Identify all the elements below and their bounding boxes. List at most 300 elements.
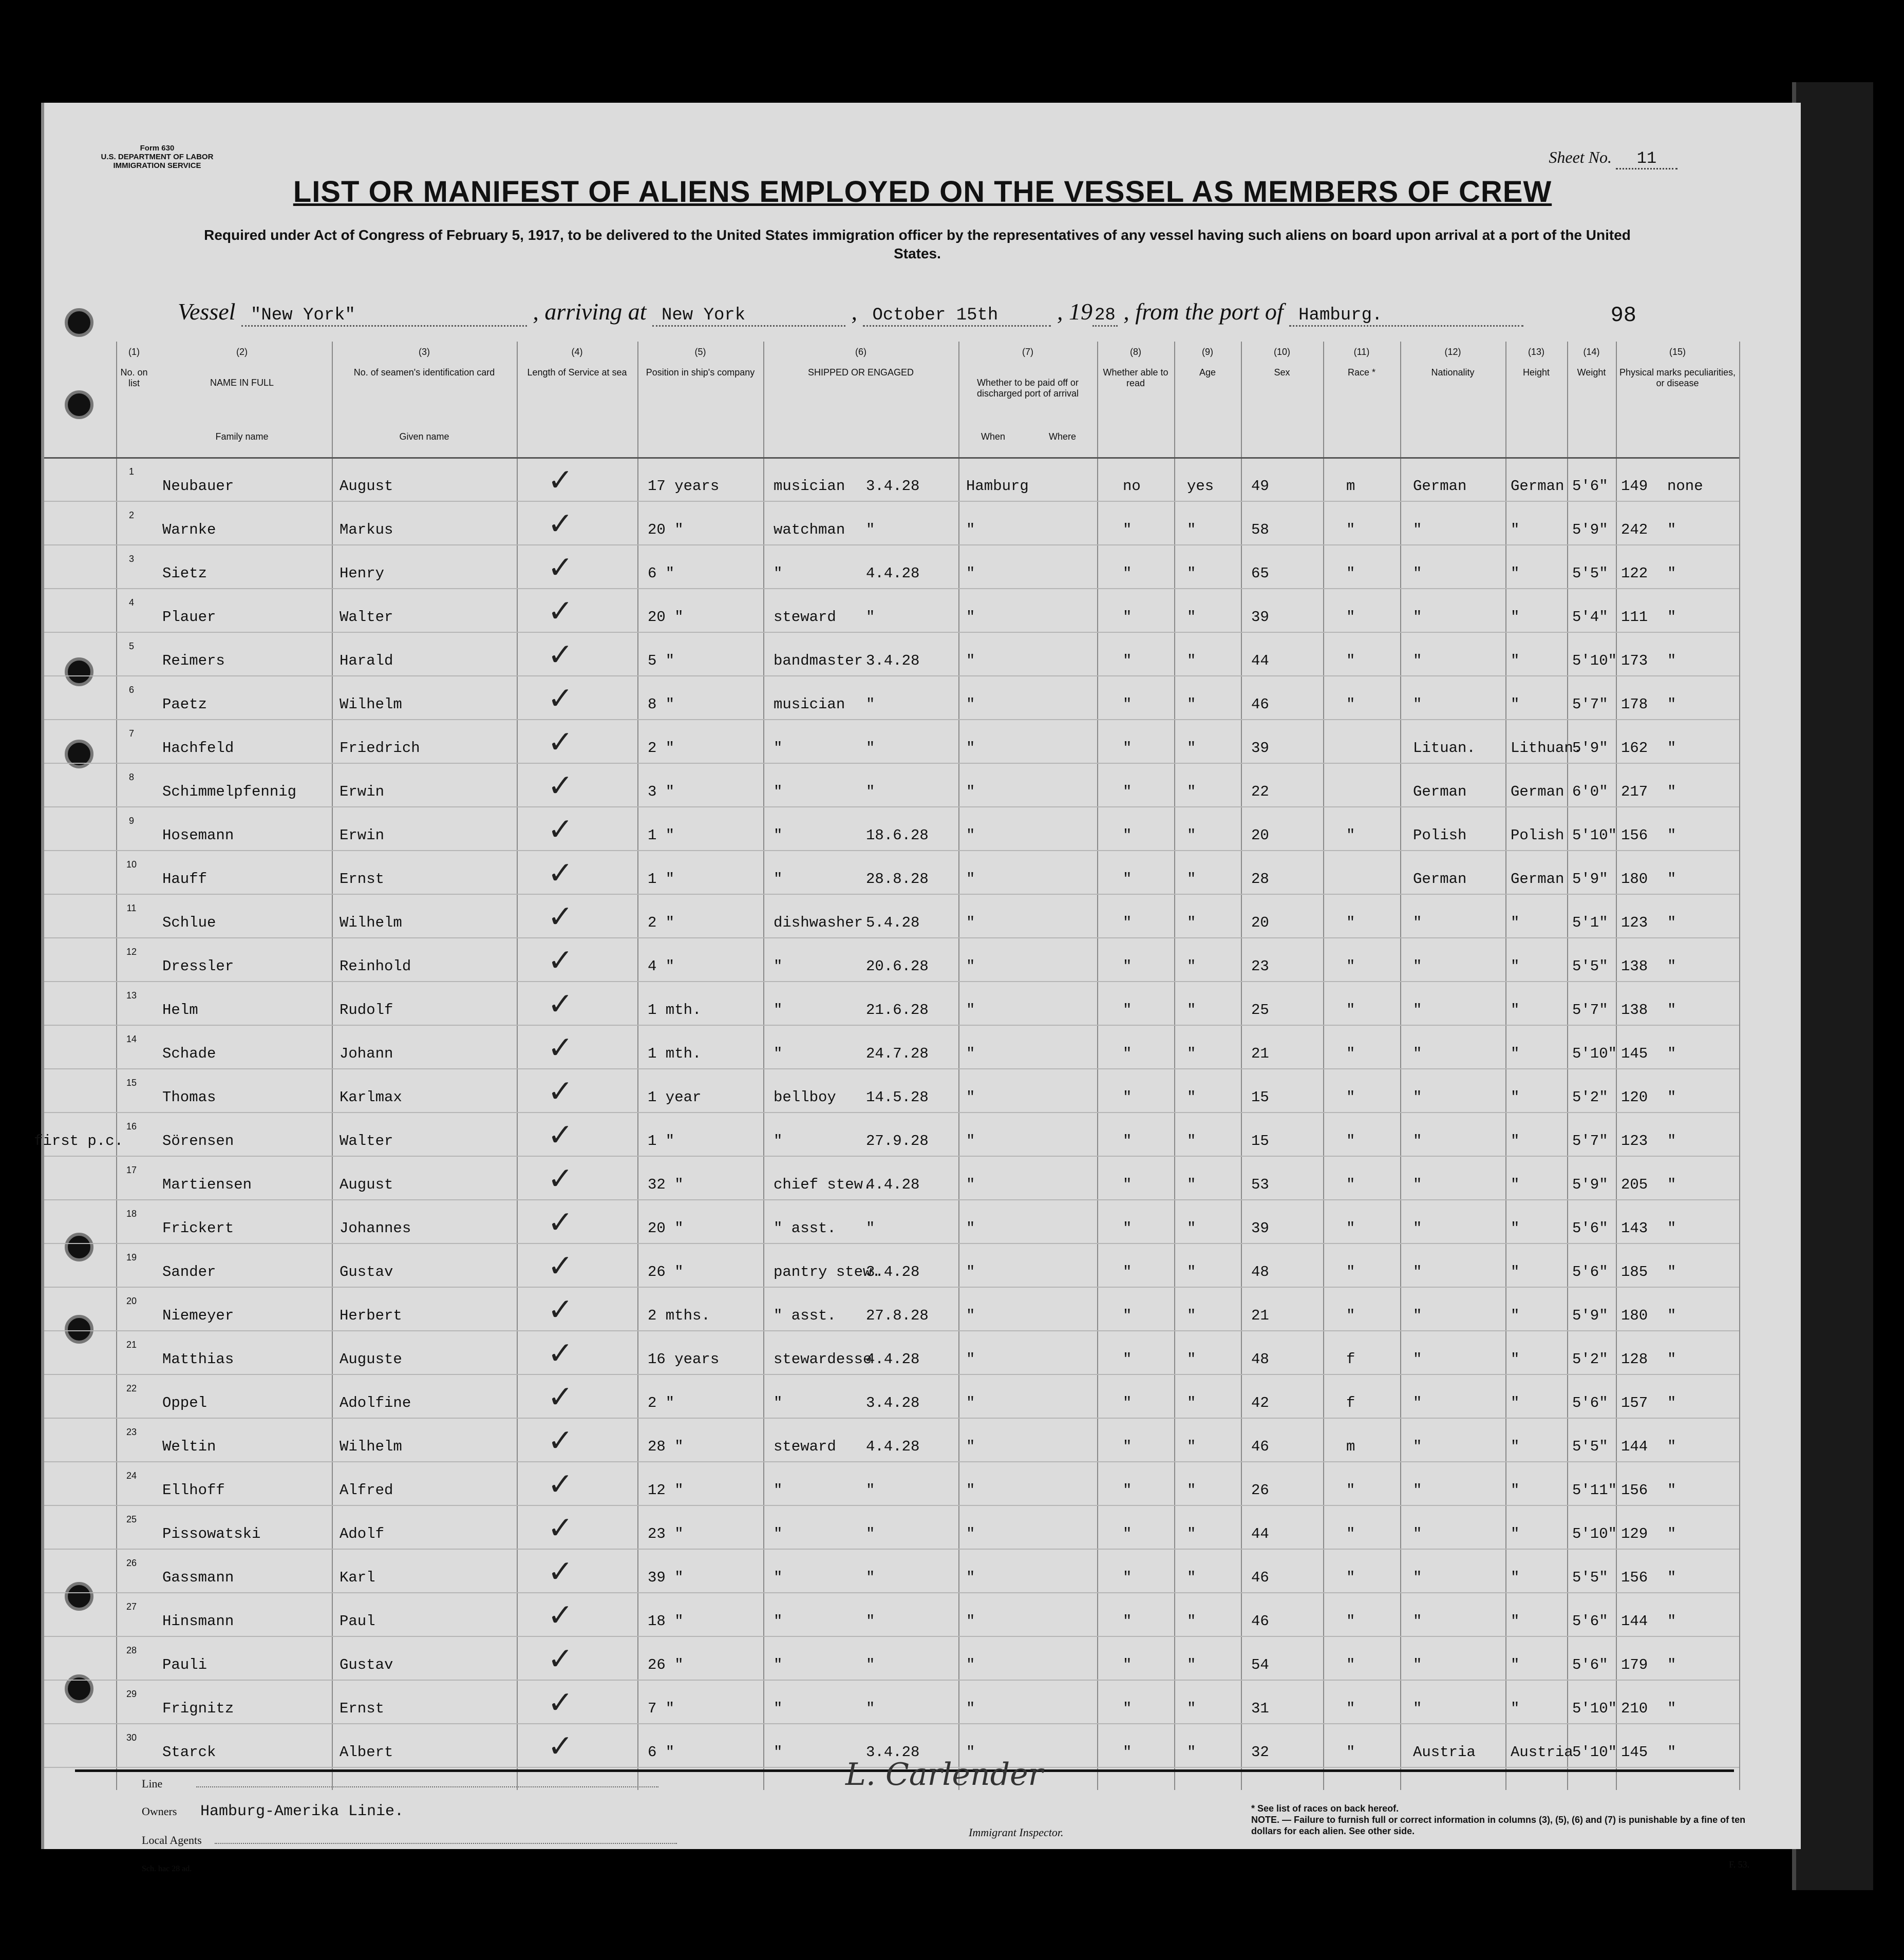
column-number: (15) (1669, 347, 1686, 357)
cell-where: " (966, 958, 975, 975)
cell-weight: 138 (1621, 958, 1648, 975)
cell-paid: " (1123, 1700, 1132, 1717)
cell-marks: " (1667, 1569, 1676, 1586)
row-number: 11 (126, 903, 137, 913)
cell-paid: " (1123, 1045, 1132, 1062)
cell-read: " (1187, 783, 1196, 800)
column-number: (13) (1528, 347, 1544, 357)
cell-marks: " (1667, 1482, 1676, 1499)
check-mark-icon: ✓ (548, 1467, 574, 1501)
row-rule (44, 719, 1739, 720)
sheet-number (1549, 148, 1677, 169)
column-header: Length of Service at sea (527, 367, 627, 378)
column-rule (332, 342, 333, 1790)
cell-height: 5'10" (1572, 1700, 1617, 1717)
cell-sex: " (1346, 914, 1355, 931)
column-header: No. of seamen's identification card (353, 367, 495, 378)
cell-weight: 145 (1621, 1744, 1648, 1761)
cell-service: 20 " (648, 609, 684, 626)
cell-nat: German (1511, 478, 1564, 495)
cell-position: bellboy (774, 1089, 836, 1106)
cell-age: 20 (1251, 914, 1269, 931)
cell-paid: " (1123, 1438, 1132, 1455)
cell-given: Harald (340, 652, 393, 669)
check-mark-icon: ✓ (548, 1161, 574, 1196)
cell-given: Gustav (340, 1264, 393, 1280)
cell-race: " (1413, 1700, 1422, 1717)
cell-when: " (866, 1482, 875, 1499)
cell-given: Alfred (340, 1482, 393, 1499)
column-header: Position in ship's company (646, 367, 755, 378)
cell-read: " (1187, 565, 1196, 582)
cell-family: Martiensen (162, 1176, 252, 1193)
cell-read: " (1187, 609, 1196, 626)
cell-sex: f (1346, 1351, 1355, 1368)
row-number: 10 (126, 859, 137, 870)
row-rule (44, 1112, 1739, 1113)
cell-nat: " (1511, 1002, 1520, 1019)
cell-service: 32 " (648, 1176, 684, 1193)
cell-age: 15 (1251, 1133, 1269, 1149)
row-rule (44, 544, 1739, 545)
row-rule (44, 806, 1739, 807)
cell-marks: " (1667, 827, 1676, 844)
cell-sex: " (1346, 1482, 1355, 1499)
cell-given: August (340, 1176, 393, 1193)
row-number: 29 (126, 1689, 137, 1699)
cell-height: 6'0" (1572, 783, 1608, 800)
cell-nat: " (1511, 914, 1520, 931)
cell-position: " (774, 1394, 783, 1411)
cell-read: " (1187, 1700, 1196, 1717)
row-rule (44, 981, 1739, 982)
cell-race: " (1413, 1656, 1422, 1673)
cell-height: 5'7" (1572, 1002, 1608, 1019)
cell-family: Frickert (162, 1220, 234, 1237)
cell-read: " (1187, 1744, 1196, 1761)
column-number: (6) (855, 347, 866, 357)
cell-given: Markus (340, 521, 393, 538)
check-mark-icon: ✓ (548, 637, 574, 672)
cell-age: 46 (1251, 1438, 1269, 1455)
vessel-name: "New York" (241, 306, 527, 327)
cell-when: 3.4.28 (866, 478, 920, 495)
cell-read: " (1187, 521, 1196, 538)
cell-marks: " (1667, 652, 1676, 669)
column-rule (763, 342, 764, 1790)
cell-height: 5'6" (1572, 1264, 1608, 1280)
row-rule (44, 763, 1739, 764)
cell-sex: " (1346, 827, 1355, 844)
cell-position: " (774, 1744, 783, 1761)
cell-where: " (966, 1525, 975, 1542)
cell-family: Plauer (162, 609, 216, 626)
inspector-label: Immigrant Inspector. (969, 1826, 1064, 1839)
page-subtitle: Required under Act of Congress of February 5, 1917, to be delivered to the United States immigration officer by the representatives of any vessel having such aliens on board upon arrival at a port of the United States. (204, 227, 1631, 261)
row-number: 27 (126, 1601, 137, 1612)
row-rule (44, 1330, 1739, 1331)
cell-family: Sörensen (162, 1133, 234, 1149)
cell-paid: " (1123, 1089, 1132, 1106)
cell-weight: 178 (1621, 696, 1648, 713)
cell-family: Hauff (162, 871, 208, 888)
row-rule (44, 1374, 1739, 1375)
cell-sex: " (1346, 1220, 1355, 1237)
agents-label: Local Agents (142, 1834, 202, 1846)
cell-service: 5 " (648, 652, 675, 669)
footnote-races: * See list of races on back hereof. (1251, 1803, 1399, 1814)
cell-position: " asst. (774, 1307, 836, 1324)
cell-marks: " (1667, 740, 1676, 757)
column-header: Nationality (1431, 367, 1475, 378)
row-number: 28 (126, 1645, 137, 1655)
row-rule (44, 1592, 1739, 1593)
cell-position: watchman (774, 521, 845, 538)
cell-nat: " (1511, 1438, 1520, 1455)
cell-given: Henry (340, 565, 385, 582)
cell-age: 46 (1251, 1569, 1269, 1586)
cell-given: Reinhold (340, 958, 411, 975)
cell-height: 5'6" (1572, 478, 1608, 495)
row-number: 19 (126, 1252, 137, 1262)
cell-given: Ernst (340, 871, 385, 888)
column-subheader: Family name (215, 431, 269, 442)
cell-age: 48 (1251, 1264, 1269, 1280)
cell-race: " (1413, 1525, 1422, 1542)
cell-marks: " (1667, 1307, 1676, 1324)
cell-sex: f (1346, 1394, 1355, 1411)
cell-family: Matthias (162, 1351, 234, 1368)
cell-where: " (966, 521, 975, 538)
cell-read: " (1187, 871, 1196, 888)
column-number: (1) (128, 347, 140, 357)
row-rule (44, 588, 1739, 589)
cell-service: 8 " (648, 696, 675, 713)
cell-paid: " (1123, 1394, 1132, 1411)
cell-height: 5'4" (1572, 609, 1608, 626)
check-mark-icon: ✓ (548, 1074, 574, 1108)
cell-race: " (1413, 521, 1422, 538)
cell-read: " (1187, 1307, 1196, 1324)
cell-service: 28 " (648, 1438, 684, 1455)
cell-service: 20 " (648, 1220, 684, 1237)
cell-nat: " (1511, 1700, 1520, 1717)
cell-family: Paetz (162, 696, 208, 713)
cell-when: 4.4.28 (866, 1351, 920, 1368)
cell-given: Walter (340, 1133, 393, 1149)
cell-age: 21 (1251, 1307, 1269, 1324)
cell-marks: " (1667, 1438, 1676, 1455)
cell-given: Albert (340, 1744, 393, 1761)
cell-family: Reimers (162, 652, 225, 669)
cell-where: " (966, 1744, 975, 1761)
row-rule (44, 1418, 1739, 1419)
cell-when: 28.8.28 (866, 871, 929, 888)
line-label: Line (142, 1777, 163, 1790)
cell-read: " (1187, 1525, 1196, 1542)
cell-when: 3.4.28 (866, 652, 920, 669)
cell-read: " (1187, 1613, 1196, 1630)
cell-height: 5'9" (1572, 1176, 1608, 1193)
cell-where: " (966, 1700, 975, 1717)
cell-service: 2 " (648, 1394, 675, 1411)
cell-marks: " (1667, 1394, 1676, 1411)
column-rule (1323, 342, 1324, 1790)
cell-height: 5'5" (1572, 1569, 1608, 1586)
cell-paid: " (1123, 521, 1132, 538)
cell-where: " (966, 1438, 975, 1455)
row-rule (44, 894, 1739, 895)
footnote-penalty: NOTE. — Failure to furnish full or correct information in columns (3), (5), (6) and (7) is punishable by a fine of ten dollars for each alien. See other side. (1251, 1815, 1746, 1836)
cell-paid: " (1123, 1133, 1132, 1149)
cell-nat: German (1511, 783, 1564, 800)
row-rule (44, 1199, 1739, 1200)
row-number: 3 (128, 554, 134, 564)
page-number: 98 (1610, 303, 1636, 328)
cell-marks: " (1667, 565, 1676, 582)
cell-paid: " (1123, 696, 1132, 713)
cell-height: 5'11" (1572, 1482, 1617, 1499)
check-mark-icon: ✓ (548, 1380, 574, 1414)
row-rule (44, 632, 1739, 633)
cell-nat: " (1511, 1045, 1520, 1062)
cell-read: yes (1187, 478, 1214, 495)
cell-given: Friedrich (340, 740, 420, 757)
check-mark-icon: ✓ (548, 594, 574, 628)
cell-when: " (866, 1569, 875, 1586)
cell-weight: 242 (1621, 521, 1648, 538)
check-mark-icon: ✓ (548, 1729, 574, 1763)
cell-position: musician (774, 696, 845, 713)
row-number: 23 (126, 1427, 137, 1437)
check-mark-icon: ✓ (548, 1205, 574, 1239)
cell-sex: " (1346, 1656, 1355, 1673)
check-mark-icon: ✓ (548, 768, 574, 803)
column-header: Physical marks peculiarities, or disease (1619, 367, 1736, 388)
owners-value: Hamburg-Amerika Linie. (200, 1803, 404, 1820)
cell-age: 39 (1251, 1220, 1269, 1237)
cell-race: " (1413, 1613, 1422, 1630)
cell-where: " (966, 827, 975, 844)
cell-age: 48 (1251, 1351, 1269, 1368)
row-number: 14 (126, 1034, 137, 1044)
cell-given: Auguste (340, 1351, 402, 1368)
cell-given: Wilhelm (340, 1438, 402, 1455)
cell-where: " (966, 1482, 975, 1499)
cell-paid: " (1123, 1525, 1132, 1542)
cell-family: Niemeyer (162, 1307, 234, 1324)
cell-marks: " (1667, 1089, 1676, 1106)
cell-sex: " (1346, 1045, 1355, 1062)
cell-when: " (866, 1525, 875, 1542)
cell-given: Wilhelm (340, 914, 402, 931)
cell-paid: " (1123, 652, 1132, 669)
cell-age: 22 (1251, 783, 1269, 800)
row-rule (44, 1025, 1739, 1026)
column-header: Sex (1274, 367, 1290, 378)
cell-marks: " (1667, 1351, 1676, 1368)
cell-where: " (966, 565, 975, 582)
cell-nat: " (1511, 1176, 1520, 1193)
cell-when: 3.4.28 (866, 1264, 920, 1280)
cell-when: " (866, 1613, 875, 1630)
cell-age: 65 (1251, 565, 1269, 582)
check-mark-icon: ✓ (548, 899, 574, 934)
cell-nat: " (1511, 652, 1520, 669)
cell-weight: 128 (1621, 1351, 1648, 1368)
cell-height: 5'5" (1572, 565, 1608, 582)
check-mark-icon: ✓ (548, 1249, 574, 1283)
cell-weight: 122 (1621, 565, 1648, 582)
row-number: 26 (126, 1558, 137, 1568)
cell-given: Karlmax (340, 1089, 402, 1106)
row-rule (44, 1680, 1739, 1681)
column-header: SHIPPED OR ENGAGED (807, 367, 914, 378)
cell-where: " (966, 1613, 975, 1630)
cell-race: " (1413, 1220, 1422, 1237)
check-mark-icon: ✓ (548, 463, 574, 497)
cell-weight: 217 (1621, 783, 1648, 800)
cell-position: " (774, 1525, 783, 1542)
column-subheader: When (981, 431, 1006, 442)
cell-family: Starck (162, 1744, 216, 1761)
cell-weight: 144 (1621, 1613, 1648, 1630)
cell-service: 17 years (648, 478, 720, 495)
cell-family: Warnke (162, 521, 216, 538)
cell-weight: 180 (1621, 871, 1648, 888)
cell-given: Adolfine (340, 1394, 411, 1411)
column-rule (1097, 342, 1098, 1790)
cell-age: 46 (1251, 696, 1269, 713)
cell-position: musician (774, 478, 845, 495)
cell-when: " (866, 740, 875, 757)
owners-field (142, 1803, 404, 1820)
cell-where: " (966, 1220, 975, 1237)
sheet-number-label: Sheet No. (1549, 148, 1612, 166)
column-rule (958, 342, 959, 1790)
cell-marks: " (1667, 1002, 1676, 1019)
form-code: F. 53. (1729, 1859, 1750, 1870)
cell-marks: " (1667, 1133, 1676, 1149)
cell-service: 1 " (648, 1133, 675, 1149)
schedule-code: Sch. hac 28 ad. (142, 1864, 192, 1873)
cell-race: " (1413, 1569, 1422, 1586)
cell-weight: 157 (1621, 1394, 1648, 1411)
cell-position: " (774, 565, 783, 582)
cell-when: 4.4.28 (866, 1176, 920, 1193)
row-number: 4 (128, 597, 134, 608)
cell-nat: " (1511, 1569, 1520, 1586)
cell-read: " (1187, 1438, 1196, 1455)
cell-marks: " (1667, 958, 1676, 975)
cell-family: Gassmann (162, 1569, 234, 1586)
owners-label: Owners (142, 1805, 177, 1818)
cell-read: " (1187, 1133, 1196, 1149)
header-rule (44, 457, 1739, 459)
cell-height: 5'7" (1572, 1133, 1608, 1149)
cell-paid: " (1123, 1176, 1132, 1193)
check-mark-icon: ✓ (548, 1336, 574, 1370)
cell-read: " (1187, 958, 1196, 975)
cell-position: " (774, 1482, 783, 1499)
cell-family: Schimmelpfennig (162, 783, 297, 800)
cell-given: Rudolf (340, 1002, 393, 1019)
column-rule (1616, 342, 1617, 1790)
column-header: Weight (1577, 367, 1606, 378)
cell-age: 21 (1251, 1045, 1269, 1062)
cell-nat: " (1511, 958, 1520, 975)
cell-position: chief stew. (774, 1176, 872, 1193)
cell-nat: " (1511, 565, 1520, 582)
cell-race: " (1413, 1133, 1422, 1149)
cell-family: Thomas (162, 1089, 216, 1106)
row-rule (44, 1549, 1739, 1550)
cell-marks: " (1667, 609, 1676, 626)
cell-marks: " (1667, 521, 1676, 538)
cell-age: 46 (1251, 1613, 1269, 1630)
cell-marks: " (1667, 1220, 1676, 1237)
cell-service: 6 " (648, 1744, 675, 1761)
cell-height: 5'10" (1572, 1744, 1617, 1761)
cell-paid: " (1123, 1307, 1132, 1324)
cell-nat: " (1511, 521, 1520, 538)
departure-port-label: , from the port of (1123, 298, 1284, 325)
cell-position: " (774, 783, 783, 800)
row-rule (44, 1505, 1739, 1506)
cell-position: " (774, 1569, 783, 1586)
row-number: 16 (126, 1121, 137, 1132)
cell-nat: " (1511, 1656, 1520, 1673)
cell-when: " (866, 1220, 875, 1237)
cell-nat: " (1511, 1394, 1520, 1411)
cell-service: 23 " (648, 1525, 684, 1542)
cell-paid: " (1123, 740, 1132, 757)
column-header: Height (1522, 367, 1550, 378)
cell-height: 5'10" (1572, 827, 1617, 844)
cell-service: 2 " (648, 914, 675, 931)
column-number: (14) (1583, 347, 1600, 357)
column-rule (1567, 342, 1568, 1790)
cell-where: " (966, 1656, 975, 1673)
cell-service: 12 " (648, 1482, 684, 1499)
cell-position: " asst. (774, 1220, 836, 1237)
check-mark-icon: ✓ (548, 1554, 574, 1589)
column-header: Race * (1347, 367, 1376, 378)
cell-family: Pauli (162, 1656, 208, 1673)
cell-weight: 149 (1621, 478, 1648, 495)
cell-sex: " (1346, 1569, 1355, 1586)
cell-position: " (774, 740, 783, 757)
cell-when: 21.6.28 (866, 1002, 929, 1019)
cell-race: " (1413, 1351, 1422, 1368)
cell-weight: 143 (1621, 1220, 1648, 1237)
cell-paid: " (1123, 1613, 1132, 1630)
cell-nat: German (1511, 871, 1564, 888)
cell-weight: 123 (1621, 1133, 1648, 1149)
sheet-number-value: 11 (1616, 149, 1677, 169)
cell-where: " (966, 652, 975, 669)
cell-when: 18.6.28 (866, 827, 929, 844)
arrival-year: 28 (1092, 306, 1118, 327)
cell-nat: " (1511, 1264, 1520, 1280)
cell-when: " (866, 1656, 875, 1673)
row-rule (44, 1068, 1739, 1069)
cell-family: Sietz (162, 565, 208, 582)
cell-weight: 210 (1621, 1700, 1648, 1717)
row-rule (44, 1287, 1739, 1288)
column-number: (2) (236, 347, 248, 357)
row-number: 21 (126, 1340, 137, 1350)
